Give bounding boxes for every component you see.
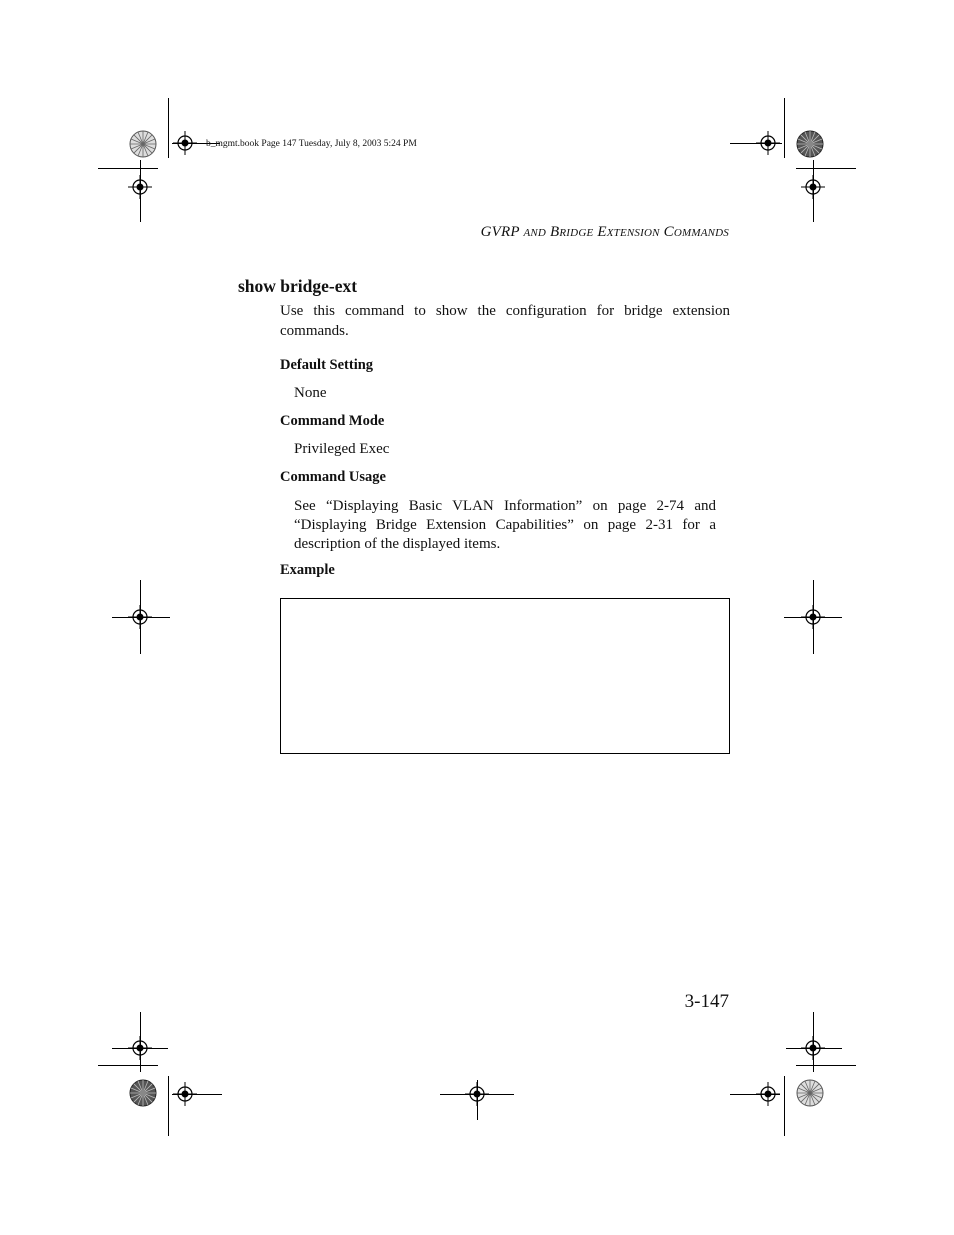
example-heading: Example [280,562,335,578]
command-usage-heading: Command Usage [280,469,386,485]
intro-paragraph: Use this command to show the configuration for bridge extension commands. [280,303,730,339]
running-head: GVRP AND BRIDGE EXTENSION COMMANDS [480,224,729,240]
command-mode-heading: Command Mode [280,413,385,429]
default-setting-value: None [294,385,327,401]
command-mode-value: Privileged Exec [294,441,390,457]
print-slug: b_mgmt.book Page 147 Tuesday, July 8, 2003 5:24 PM [206,139,417,149]
section-title: show bridge-ext [238,276,358,296]
default-setting-heading: Default Setting [280,357,374,373]
page-number: 3-147 [684,991,729,1012]
example-box [280,598,730,754]
command-usage-text: See “Displaying Basic VLAN Information” on page 2-74 and “Displaying Bridge Extension Capabilities” on page 2-31 for a description of the displayed items. [294,498,716,552]
